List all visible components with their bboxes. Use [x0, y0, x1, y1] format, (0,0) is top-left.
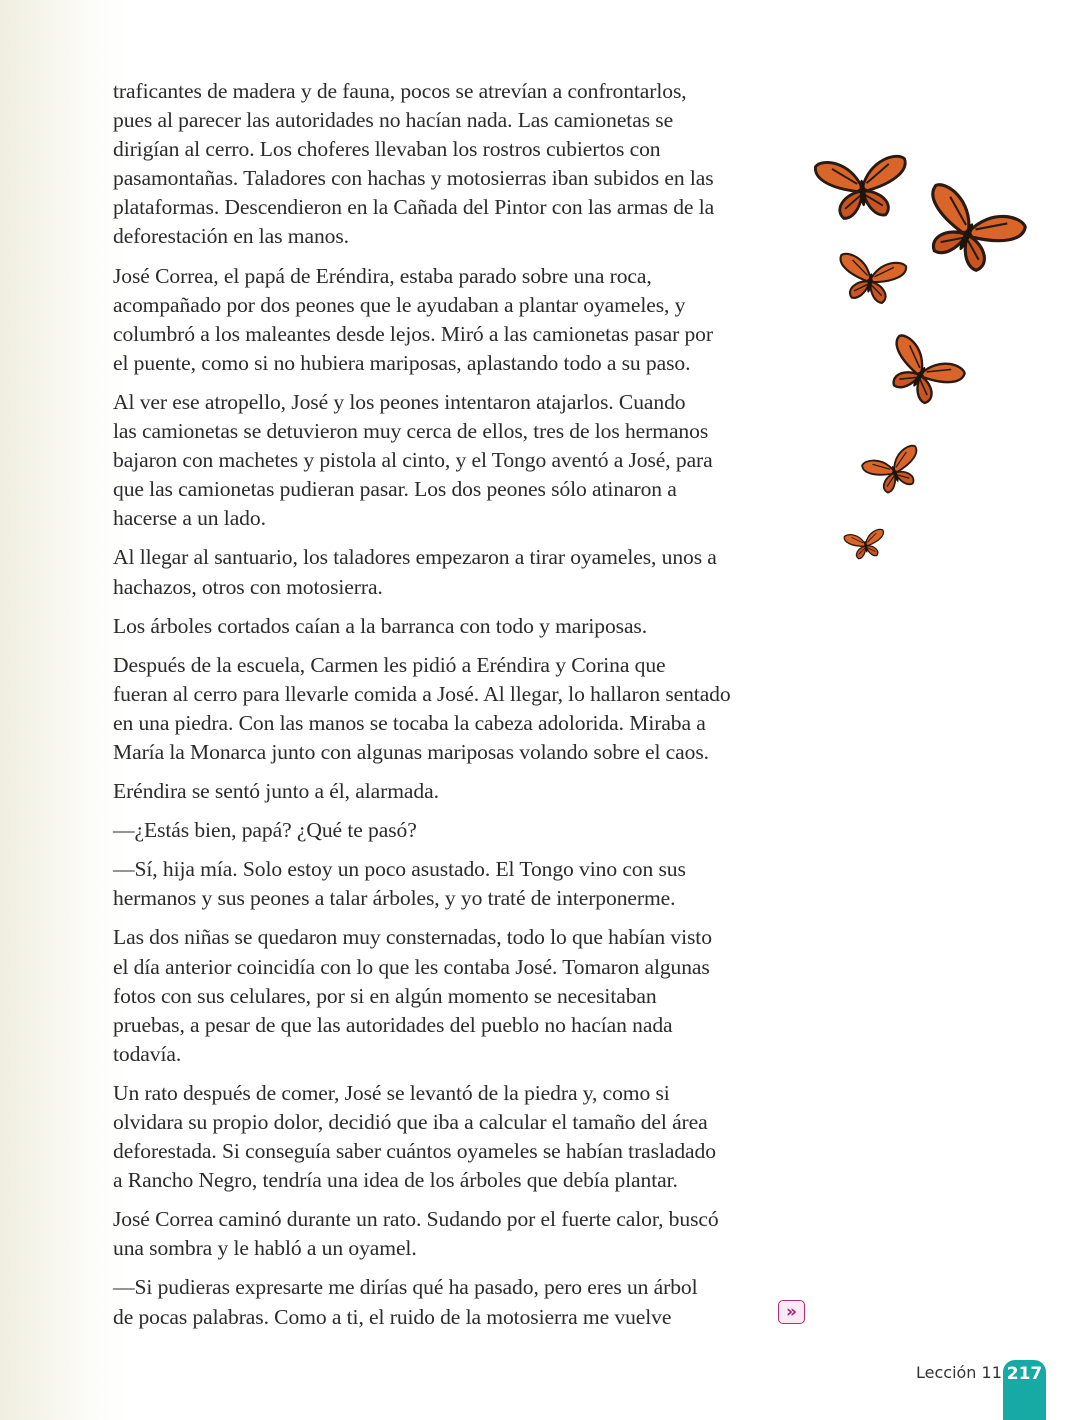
text-line: olvidara su propio dolor, decidió que iba a calcular el tamaño del área [113, 1110, 708, 1134]
butterfly-icon [903, 176, 1031, 292]
paragraph [113, 543, 793, 601]
text-line: Después de la escuela, Carmen les pidió a Eréndira y Corina que [113, 652, 666, 677]
text-line: en una piedra. Con las manos se tocaba la cabeza adolorida. Miraba a [113, 710, 706, 735]
text-line: José Correa, el papá de Eréndira, estaba parado sobre una roca, [113, 263, 652, 288]
text-line: deforestada. Si conseguía saber cuántos oyameles se habían trasladado [113, 1139, 716, 1164]
paragraph [113, 388, 793, 533]
paragraph [113, 262, 793, 378]
text-line: hachazos, otros con motosierra. [113, 574, 383, 599]
text-line: el día anterior coincidía con lo que les contaba José. Tomaron algunas [113, 954, 710, 979]
text-line: fueran al cerro para llevarle comida a José. Al llegar, lo hallaron sentado [113, 681, 731, 706]
text-line: deforestación en las manos. [113, 224, 349, 249]
text-line: el puente, como si no hubiera mariposas, aplastando todo a su paso. [113, 350, 691, 375]
butterfly-icon [812, 151, 913, 231]
text-line: todavía. [113, 1041, 182, 1066]
text-line: pruebas, a pesar de que las autoridades del pueblo no hacían nada [113, 1012, 673, 1037]
text-line: fotos con sus celulares, por si en algún momento se necesitaban [113, 983, 657, 1008]
text-line: dirigían al cerro. Los choferes llevaban los rostros cubiertos con [113, 137, 661, 162]
text-line: acompañado por dos peones que le ayudaban a plantar oyameles, y [113, 292, 686, 317]
lesson-label: Lección 11 [916, 1363, 1002, 1382]
text-line: traficantes de madera y de fauna, pocos se atrevían a confrontarlos, [113, 79, 687, 103]
text-line: las camionetas se detuvieron muy cerca de ellos, tres de los hermanos [113, 419, 709, 444]
text-line: pues al parecer las autoridades no hacían nada. Las camionetas se [113, 108, 674, 133]
text-line: Al ver ese atropello, José y los peones intentaron atajarlos. Cuando [113, 389, 686, 414]
text-line: Eréndira se sentó junto a él, alarmada. [113, 779, 439, 804]
text-line: pasamontañas. Taladores con hachas y motosierras iban subidos en las [113, 166, 714, 191]
text-line: hermanos y sus peones a talar árboles, y yo traté de interponerme. [113, 886, 676, 911]
text-line: José Correa caminó durante un rato. Sudando por el fuerte calor, buscó [113, 1207, 719, 1232]
next-page-button[interactable] [778, 1300, 805, 1324]
page-number: 217 [1003, 1360, 1046, 1420]
story-text [113, 77, 793, 1342]
text-line: Al llegar al santuario, los taladores empezaron a tirar oyameles, unos a [113, 545, 717, 570]
butterfly-icon [831, 249, 909, 314]
paragraph [113, 651, 793, 767]
text-line: —¿Estás bien, papá? ¿Qué te pasó? [113, 818, 417, 843]
text-line: plataformas. Descendieron en la Cañada del Pintor con las armas de la [113, 195, 715, 220]
paragraph [113, 1079, 793, 1195]
text-line: columbró a los maleantes desde lejos. Miró a las camionetas pasar por [113, 321, 713, 346]
paragraph [113, 777, 793, 806]
text-line: María la Monarca junto con algunas mariposas volando sobre el caos. [113, 739, 709, 764]
paragraph [113, 77, 793, 252]
paragraph [113, 1273, 793, 1331]
butterfly-icon [842, 527, 889, 568]
paragraph [113, 612, 793, 641]
paragraph [113, 1205, 793, 1263]
text-line: Las dos niñas se quedaron muy consternadas, todo lo que habían visto [113, 925, 712, 950]
text-line: Los árboles cortados caían a la barranca con todo y mariposas. [113, 613, 648, 638]
text-line: bajaron con machetes y pistola al cinto, y el Tongo aventó a José, para [113, 448, 713, 473]
paragraph [113, 816, 793, 845]
text-line: hacerse a un lado. [113, 506, 266, 531]
double-chevron-right-icon: » [786, 1301, 797, 1322]
monarch-butterflies-illustration [780, 140, 1080, 600]
text-line: de pocas palabras. Como a ti, el ruido de la motosierra me vuelve [113, 1304, 672, 1329]
butterfly-icon [870, 329, 970, 422]
text-line: a Rancho Negro, tendría una idea de los árboles que debía plantar. [113, 1168, 678, 1193]
text-line: una sombra y le habló a un oyamel. [113, 1236, 417, 1261]
paragraph [113, 855, 793, 913]
text-line: —Sí, hija mía. Solo estoy un poco asustado. El Tongo vino con sus [113, 857, 686, 882]
text-line: —Si pudieras expresarte me dirías qué ha pasado, pero eres un árbol [113, 1275, 698, 1300]
text-line: que las camionetas pudieran pasar. Los dos peones sólo atinaron a [113, 477, 677, 502]
paragraph [113, 923, 793, 1068]
butterfly-icon [859, 441, 931, 506]
text-line: Un rato después de comer, José se levantó de la piedra y, como si [113, 1080, 670, 1105]
